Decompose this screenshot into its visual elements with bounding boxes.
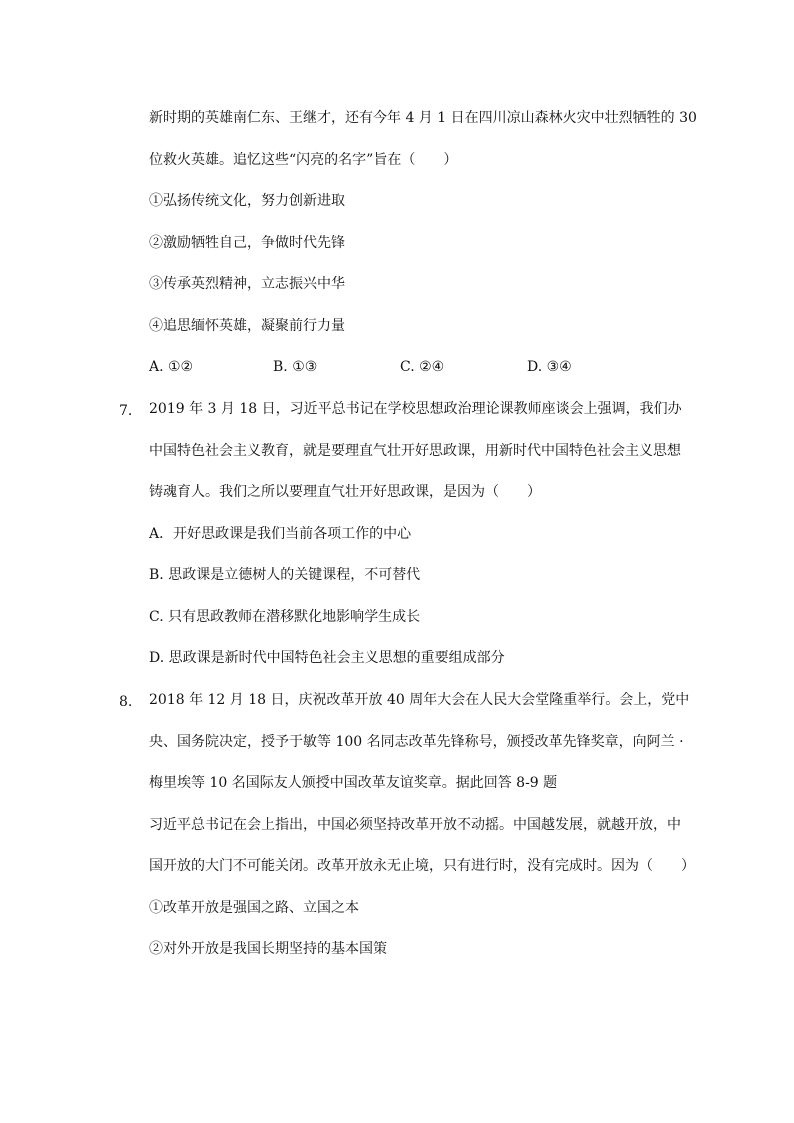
q8-stem-line-2: 央、国务院决定，授予于敏等 100 名同志改革先锋称号，颁授改革先锋奖章，向阿兰 · bbox=[149, 734, 684, 750]
q6-statement-4: ④追思缅怀英雄，凝聚前行力量 bbox=[149, 318, 345, 334]
q7-stem-line-1: 2019 年 3 月 18 日，习近平总书记在学校思想政治理论课教师座谈会上强调，我们办 bbox=[149, 401, 682, 417]
q7-stem-line-2: 中国特色社会主义教育，就是要理直气壮开好思政课，用新时代中国特色社会主义思想 bbox=[149, 443, 681, 459]
q8-statement-1: ①改革开放是强国之路、立国之本 bbox=[149, 900, 359, 916]
q8-statement-2: ②对外开放是我国长期坚持的基本国策 bbox=[149, 941, 387, 957]
q6-statement-2: ②激励牺牲自己，争做时代先锋 bbox=[149, 235, 345, 251]
q6-option-b: B. ①③ bbox=[273, 359, 318, 375]
q7-option-b: B. 思政课是立德树人的关键课程，不可替代 bbox=[149, 567, 421, 583]
q8-stem-line-1: 2018 年 12 月 18 日，庆祝改革开放 40 周年大会在人民大会堂隆重举行。会上，党中 bbox=[149, 692, 690, 708]
q7-option-d: D. 思政课是新时代中国特色社会主义思想的重要组成部分 bbox=[149, 650, 505, 666]
q6-option-c: C. ②④ bbox=[400, 359, 445, 375]
q6-option-a: A. ①② bbox=[149, 359, 194, 375]
q8-stem-line-3: 梅里埃等 10 名国际友人颁授中国改革友谊奖章。据此回答 8-9 题 bbox=[149, 775, 558, 791]
q7-stem-line-3: 铸魂育人。我们之所以要理直气壮开好思政课，是因为（ ） bbox=[149, 484, 541, 500]
q8-stem-line-4: 习近平总书记在会上指出，中国必须坚持改革开放不动摇。中国越发展，就越开放，中 bbox=[149, 817, 681, 833]
q6-stem-line-1: 新时期的英雄南仁东、王继才，还有今年 4 月 1 日在四川凉山森林火灾中壮烈牺牲的 30 bbox=[149, 110, 697, 126]
q7-option-a: A．开好思政课是我们当前各项工作的中心 bbox=[149, 526, 412, 542]
q6-statement-1: ①弘扬传统文化，努力创新进取 bbox=[149, 193, 345, 209]
q7-number: 7. bbox=[119, 403, 133, 419]
q8-stem-line-5: 国开放的大门不可能关闭。改革开放永无止境，只有进行时，没有完成时。因为（ ） bbox=[149, 858, 695, 874]
q7-option-c: C. 只有思政教师在潜移默化地影响学生成长 bbox=[149, 609, 421, 625]
q8-number: 8. bbox=[119, 694, 133, 710]
q6-statement-3: ③传承英烈精神，立志振兴中华 bbox=[149, 276, 345, 292]
q6-stem-line-2: 位救火英雄。追忆这些“闪亮的名字”旨在（ ） bbox=[149, 152, 458, 168]
q6-option-d: D. ③④ bbox=[527, 359, 572, 375]
